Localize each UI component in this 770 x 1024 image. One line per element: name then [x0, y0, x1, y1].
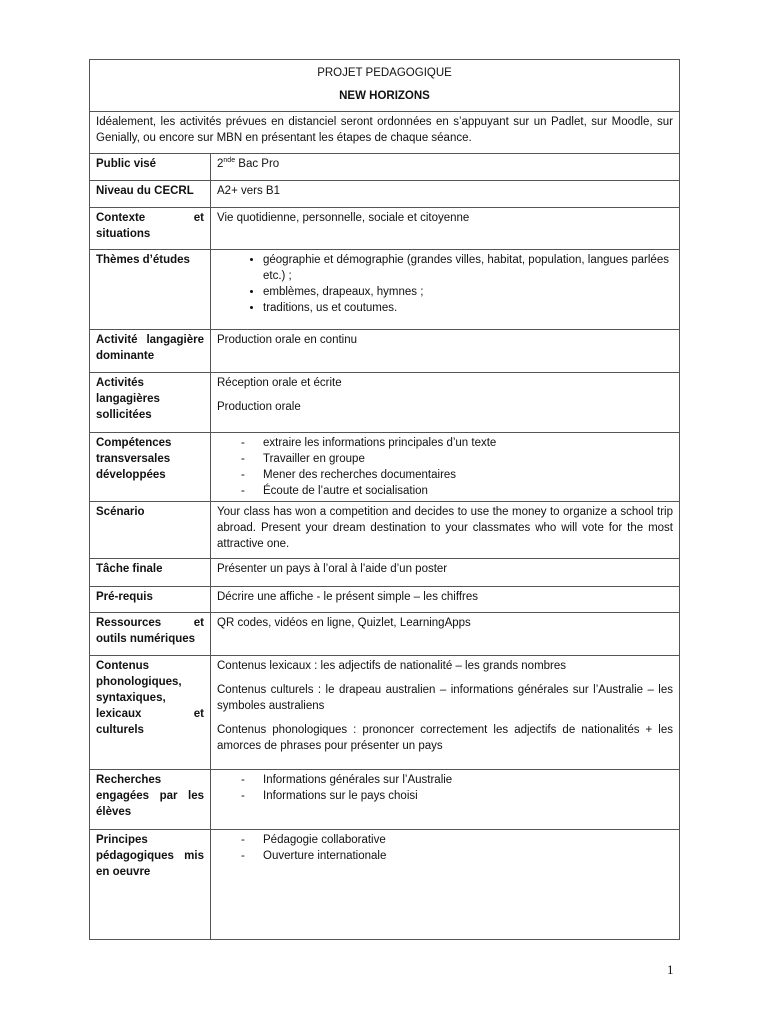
- label-contexte-b: et: [193, 212, 204, 224]
- label-ressources: [90, 613, 211, 656]
- value-contenus: [211, 656, 680, 770]
- value-contexte: Vie quotidienne, personnelle, sociale et citoyenne: [211, 208, 680, 250]
- label-activite-dominante: [90, 330, 211, 373]
- value-prerequis: Décrire une affiche - le présent simple – les chiffres: [211, 587, 680, 613]
- label-sollicitees-b: langagières: [96, 393, 160, 405]
- label-public: Public visé: [90, 154, 211, 181]
- label-contenus-d: lexicaux: [96, 708, 142, 720]
- row-contenus: [90, 656, 680, 770]
- list-item: - Informations sur le pays choisi: [263, 788, 673, 804]
- intro-row: [90, 112, 680, 154]
- list-item: • traditions, us et coutumes.: [263, 300, 673, 316]
- row-activite-dominante: [90, 330, 680, 373]
- label-competences-b: transversales: [96, 453, 171, 465]
- label-niveau: Niveau du CECRL: [90, 181, 211, 208]
- row-niveau: [90, 181, 680, 208]
- label-activite-b: dominante: [96, 350, 155, 362]
- row-contexte: [90, 208, 680, 250]
- contenus-culturels: Contenus culturels : le drapeau australien – informations générales sur l’Australie – les symboles australiens: [217, 684, 673, 712]
- label-recherches-b: engagées par les: [96, 790, 204, 802]
- recherches-list: [217, 772, 673, 804]
- label-recherches: [90, 770, 211, 830]
- value-niveau: A2+ vers B1: [211, 181, 680, 208]
- competences-list: [217, 435, 673, 499]
- list-item: • géographie et démographie (grandes villes, habitat, population, langues parlées etc.) ;: [263, 252, 673, 284]
- label-contenus: [90, 656, 211, 770]
- row-ressources: [90, 613, 680, 656]
- list-item: - Travailler en groupe: [263, 451, 673, 467]
- themes-list: [217, 252, 673, 316]
- label-contexte-a: Contexte: [96, 212, 146, 224]
- intro-text: Idéalement, les activités prévues en distanciel seront ordonnées en s’appuyant sur un Padlet, sur Moodle, sur Genially, ou encore sur MBN en présentant les étapes de chaque séance.: [90, 112, 680, 154]
- label-recherches-a: Recherches: [96, 774, 162, 786]
- label-contenus-b: phonologiques,: [96, 676, 182, 688]
- list-item: - Ouverture internationale: [263, 848, 673, 864]
- value-scenario: Your class has won a competition and decides to use the money to organize a school trip abroad. Present your dream destination to your classmates who will vote for the most attractive one.: [211, 502, 680, 559]
- principes-list: [217, 832, 673, 864]
- value-public-num: 2: [217, 158, 224, 170]
- page-number: 1: [667, 962, 674, 977]
- label-competences: [90, 433, 211, 502]
- value-tache: Présenter un pays à l’oral à l’aide d’un poster: [211, 559, 680, 587]
- label-principes-a: Principes: [96, 834, 148, 846]
- label-sollicitees-a: Activités: [96, 377, 144, 389]
- list-item: - Écoute de l’autre et socialisation: [263, 483, 673, 499]
- row-public: [90, 154, 680, 181]
- contenus-lexicaux: Contenus lexicaux : les adjectifs de nationalité – les grands nombres: [217, 660, 567, 672]
- label-contenus-f: culturels: [96, 724, 144, 736]
- list-item: - extraire les informations principales d’un texte: [263, 435, 673, 451]
- value-sollicitees-2: Production orale: [217, 401, 301, 413]
- label-tache: Tâche finale: [90, 559, 211, 587]
- label-ressources-c: outils numériques: [96, 633, 196, 645]
- label-ressources-b: et: [193, 617, 204, 629]
- label-contenus-e: et: [193, 708, 204, 720]
- value-recherches: [211, 770, 680, 830]
- label-recherches-c: élèves: [96, 806, 132, 818]
- label-competences-a: Compétences: [96, 437, 172, 449]
- list-item: - Pédagogie collaborative: [263, 832, 673, 848]
- label-scenario: Scénario: [90, 502, 211, 559]
- document-subtitle: NEW HORIZONS: [339, 90, 430, 102]
- row-prerequis: [90, 587, 680, 613]
- label-ressources-a: Ressources: [96, 617, 162, 629]
- label-principes: [90, 830, 211, 940]
- project-table: [89, 59, 680, 940]
- row-tache: [90, 559, 680, 587]
- value-activites-sollicitees: [211, 373, 680, 433]
- row-activites-sollicitees: [90, 373, 680, 433]
- value-public-rest: Bac Pro: [235, 158, 280, 170]
- row-scenario: [90, 502, 680, 559]
- value-activite-dominante: Production orale en continu: [211, 330, 680, 373]
- list-item: • emblèmes, drapeaux, hymnes ;: [263, 284, 673, 300]
- label-principes-c: en oeuvre: [96, 866, 151, 878]
- row-themes: [90, 250, 680, 330]
- value-principes: [211, 830, 680, 940]
- label-prerequis: Pré-requis: [90, 587, 211, 613]
- row-competences: [90, 433, 680, 502]
- value-public: [211, 154, 680, 181]
- header-row: [90, 60, 680, 112]
- label-activites-sollicitees: [90, 373, 211, 433]
- label-contenus-a: Contenus: [96, 660, 150, 672]
- row-recherches: [90, 770, 680, 830]
- label-activite-a: Activité langagière: [96, 334, 204, 346]
- value-themes: [211, 250, 680, 330]
- document-title: PROJET PEDAGOGIQUE: [317, 67, 452, 79]
- value-sollicitees-1: Réception orale et écrite: [217, 377, 342, 389]
- label-competences-c: développées: [96, 469, 166, 481]
- value-ressources: QR codes, vidéos en ligne, Quizlet, LearningApps: [211, 613, 680, 656]
- label-contexte: [90, 208, 211, 250]
- list-item: - Mener des recherches documentaires: [263, 467, 673, 483]
- label-sollicitees-c: sollicitées: [96, 409, 152, 421]
- row-principes: [90, 830, 680, 940]
- value-competences: [211, 433, 680, 502]
- header-cell: [90, 60, 680, 112]
- label-contenus-c: syntaxiques,: [96, 692, 166, 704]
- label-themes: Thèmes d’études: [90, 250, 211, 330]
- label-principes-b: pédagogiques mis: [96, 850, 204, 862]
- label-contexte-c: situations: [96, 228, 151, 240]
- value-public-sup: nde: [223, 157, 236, 165]
- contenus-phonologiques: Contenus phonologiques : prononcer correctement les adjectifs de nationalités + les amorces de phrases pour présenter un pays: [217, 724, 673, 752]
- list-item: - Informations générales sur l’Australie: [263, 772, 673, 788]
